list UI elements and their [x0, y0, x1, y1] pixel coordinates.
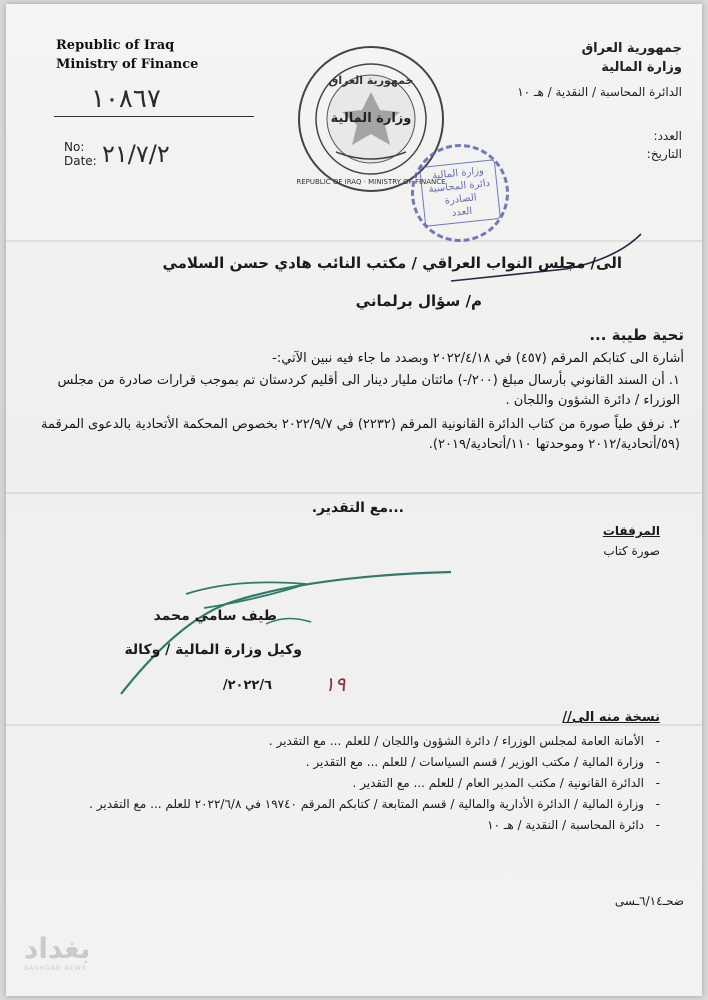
stamp-line: العدد: [451, 205, 473, 219]
seal-outer-text: REPUBLIC OF IRAQ · MINISTRY OF FINANCE: [296, 178, 446, 186]
watermark-logo: بغداد: [24, 932, 91, 965]
header-divider: [54, 116, 254, 117]
letter-point-1: ١. أن السند القانوني بأرسال مبلغ (٢٠٠/-) مائتان مليار دينار الى أقليم كردستان تم بموجب قرارات صادرة من مجلس الوزراء / دائرة الشؤون واللجان .: [57, 373, 680, 408]
watermark-caption: BAGHDAD NEWS: [24, 965, 87, 972]
header-en-ministry: Ministry of Finance: [56, 57, 199, 72]
label-no: No:: [64, 140, 85, 154]
document-page: [6, 4, 702, 996]
stamp-line: دائرة المحاسبة: [427, 177, 491, 196]
cc-item: - الدائرة القانونية / مكتب المدير العام / للعلم ... مع التقدير .: [40, 774, 660, 792]
sign-date: ٢٠٢٢/٦/: [222, 678, 272, 693]
attachments-item: صورة كتاب: [603, 544, 660, 558]
stamp-line: وزارة المالية: [431, 165, 485, 182]
header-en-country: Republic of Iraq: [56, 38, 175, 53]
signature-icon: [106, 564, 466, 704]
baghdad-news-watermark: [24, 932, 134, 982]
seal-center-text: وزارة المالية: [330, 111, 412, 126]
letter-intro: أشارة الى كتابكم المرقم (٤٥٧) في ٢٠٢٢/٤/١٨ وبصدد ما جاء فيه نبين الآتي:-: [272, 351, 684, 366]
fold-line: [6, 492, 702, 494]
seal-top-text: جمهورية العراق: [328, 74, 414, 87]
cc-item: - وزارة المالية / الدائرة الأدارية والمالية / قسم المتابعة / كتابكم المرقم ١٩٧٤٠ في ٢٠٢٢/٦/٨ للعلم ... مع التقدير .: [40, 795, 660, 813]
header-ar-date-label: التاريخ:: [646, 147, 682, 161]
signatory-title: وكيل وزارة المالية / وكالة: [124, 642, 302, 658]
handwritten-day: ١٩: [324, 672, 346, 696]
footer-reference: ضحـ٦/١٤ـسى: [614, 894, 684, 908]
greeting: تحية طيبة ...: [589, 326, 684, 344]
cc-item: - وزارة المالية / مكتب الوزير / قسم السياسات / للعلم ... مع التقدير .: [40, 753, 660, 771]
letter-point-2: ٢. نرفق طياً صورة من كتاب الدائرة القانونية المرقم (٢٢٣٢) في ٢٠٢٢/٩/٧ بخصوص المحكمة الأتحادية بالدعوى المرقمة (٥٩/أتحادية/٢٠١٢ وموحدتها ١١٠/أتحادية/٢٠١٩).: [40, 417, 680, 452]
cc-item: - دائرة المحاسبة / النقدية / هـ ١٠: [40, 816, 660, 834]
attachments-label: المرفقات: [602, 524, 660, 538]
signatory-name: طيف سامي محمد: [153, 608, 277, 624]
handwritten-date: ٢١/٧/٢: [102, 140, 170, 168]
header-ar-department: الدائرة المحاسبة / النقدية / هـ ١٠: [517, 85, 682, 99]
header-ar-ministry: وزارة المالية: [601, 60, 682, 75]
closing: ...مع التقدير.: [311, 500, 404, 516]
header-ar-no-label: العدد:: [653, 129, 682, 143]
handwritten-number: ١٠٨٦٧: [91, 84, 161, 114]
label-date: Date:: [64, 154, 97, 168]
addressee: الى/ مجلس النواب العراقي / مكتب النائب هادي حسن السلامي: [162, 254, 622, 272]
header-ar-country: جمهورية العراق: [581, 41, 682, 56]
subject: م/ سؤال برلماني: [355, 292, 482, 310]
cc-label: نسخة منه الى//: [562, 710, 660, 725]
cc-item: - الأمانة العامة لمجلس الوزراء / دائرة الشؤون واللجان / للعلم ... مع التقدير .: [40, 732, 660, 750]
stamp-line: الصادرة: [444, 192, 478, 207]
cc-list: [40, 732, 660, 837]
